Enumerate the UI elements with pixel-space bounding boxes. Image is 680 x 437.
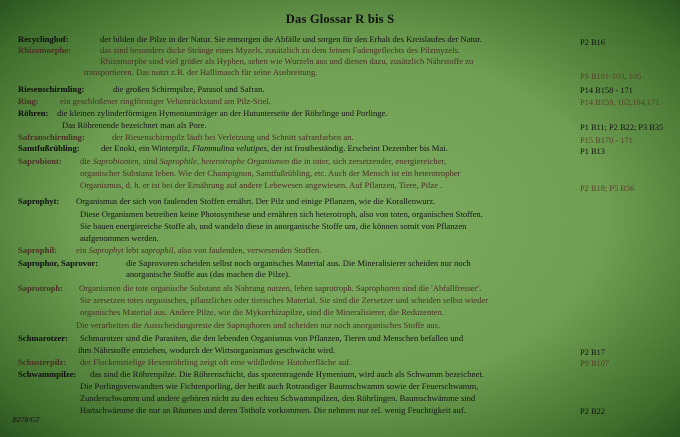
definition-line: ein Saprophyt lebt saprophil, also von faulenden, verwesenden Stoffen. [76,245,322,255]
glossary-row [18,143,448,154]
term: Saprotroph: [18,283,64,293]
term: Safranschirmling: [18,132,85,142]
definition-line: das sind die Röhrenpilze. Die Röhrenschicht, das sporentragende Hymenium, wird auch als Schwamm bezeichnet. [90,369,485,379]
term: Röhren: [18,108,49,118]
definition-line: die Saprobionten, sind Saprophile, heterotrophe Organismen die in toter, sich zersetzender, energiereicher, [80,156,447,166]
term: Recyclinghof: [18,34,69,44]
term: Riesenschirmling: [18,84,85,94]
definition-line: Organismus der sich von faulenden Stoffen ernährt. Der Pilz und einige Pflanzen, wie die Korallenwurz. [76,196,436,206]
term: Saprobiont: [18,156,62,166]
glossary-row [18,84,265,95]
definition-line: Sie zersetzen totes organisches, pflanzliches oder tierisches Material. Sie sind die Zersetzer und scheiden selbst wieder [80,295,489,305]
definition-line: Die verarbeiten die Ausscheidungsreste der Saprophoren und scheiden nur noch anorganisches Stoffe aus. [76,320,441,330]
definition-line: der Flockenstielige Hexenröhrling zeigt oft eine wildledene Hutoberfläche auf. [80,357,352,367]
term: Saprophil: [18,245,58,255]
glossary-row [18,96,271,107]
glossary-row [18,156,447,167]
definition-line: organisches Material aus. Andere Pilze, wie die Mykorrhizapilze, sind die Mineralisierer, die Reduzenten. [80,307,444,317]
glossary-row [18,108,388,119]
definition-line: die großen Schirmpilze, Parasol und Safran. [113,84,265,94]
definition-line: ihm Nährstoffe entziehen, wodurch der Wirtsorganismus geschwächt wird. [78,345,336,355]
reference: P9 B101-103, 105 [580,72,642,81]
definition-line: der Riesenschirmpilz läuft bei Verletzung und Schnitt safranfarben an. [112,132,354,142]
definition-line: ein geschloßener ringförmiger Velumrückstand am Pilz-Stiel. [60,96,271,106]
glossary-row [18,45,461,56]
definition-line: die kleinen zylinderförmigen Hymeniumträger an der Hutunterseite der Röhrlinge und Porlinge. [57,108,388,118]
reference: P14 B159, 162,164,171 [580,98,660,107]
glossary-row [18,34,482,45]
definition-line: der Enoki, ein Winterpilz, Flammulina velutipes, der ist frostbeständig. Erscheint Dezember bis Mai. [101,143,448,153]
term: Rhizomorphe: [18,45,71,55]
reference: P2 B22 [580,407,605,416]
term: Schwammpilze: [18,369,77,379]
glossary-row [18,333,464,344]
reference: P2 B17 [580,348,605,357]
glossary-row [18,132,354,143]
term: Saprophor, Saprovor: [18,258,99,268]
definition-line: organischer Substanz leben. Wie der Champignon, Samtfußrübling, etc. Auch der Mensch ist ein heterotropher [80,168,461,178]
glossary-row [18,369,485,380]
definition-line: Rhizomorphe sind viel größer als Hyphen, sehen wie Wurzeln aus und dienen dazu, zusätzlich Nährstoffe zu [100,56,474,66]
definition-line: Organismen die tote organische Substanz als Nahrung nutzen, leben saprotroph. Saprophoren sind die 'Abfallfresser'. [79,283,482,293]
reference: P15 B170 - 171 [580,136,633,145]
definition-line: anorganische Stoffe aus (das machen die Pilze). [126,269,291,279]
reference: P2 B16 [580,38,605,47]
definition-line: Organismus, d. h. er ist bei der Ernährung auf andere Lebewesen angewiesen. Auf Pflanzen, Tiere, Pilze . [80,180,443,190]
definition-line: Das Röhrenende bezeichnet man als Pore. [62,120,207,130]
definition-line: aufgenommen werden. [80,233,159,243]
definition-line: transportieren. Das nutzt z.B. der Hallimasch für seine Ausbreitung. [84,67,318,77]
definition-line: Sie bauen energiereiche Stoffe ab, und wandeln diese in anorganische Stoffe um, die können somit von Pflanzen [80,221,467,231]
definition-line: Die Porlingsverwandten wie Fichtenporling, der heißt auch Rotrandiger Baumschwamm sowie der Feuerschwamm, [80,381,479,391]
term: Schusterpilz: [18,357,67,367]
definition-line: der bilden die Pilze in der Natur. Sie entsorgen die Abfälle und sorgen für den Erhalt des Kreislaufes der Natur. [100,34,482,44]
definition-line: Schmarotzer sind die Parasiten, die den lebenden Organismus von Pflanzen, Tieren und Menschen befallen und [80,333,464,343]
term: Schmarotzer: [18,333,68,343]
glossary-row [18,245,322,256]
term: Saprophyt: [18,196,60,206]
reference: P2 B18; P5 B56 [580,184,635,193]
glossary-row [18,357,352,368]
reference: P1 B11; P2 B22; P3 B35 [580,123,664,132]
glossary-row [18,258,471,269]
reference: P9 B107 [580,359,610,368]
reference: P1 B13 [580,147,605,156]
definition-line: die Saprovoren scheiden selbst noch organisches Material aus. Die Mineralisierer scheiden nur noch [126,258,471,268]
term: Ring: [18,96,39,106]
definition-line: Hartschwämme die nur an Bäumen und deren Totholz vorkommen. Die nehmen nur rel. wenig Feuchtigkeit auf. [80,405,466,415]
definition-line: Zunderschwamm und andere gehören nicht zu den echten Schwammpilzen, den Röhrlingen. Baumschwämme sind [80,393,476,403]
glossary-row [18,283,482,294]
definition-line: Diese Organismen betreiben keine Photosynthese und ernähren sich heterotroph, also von toten, organischen Stoffen. [80,209,483,219]
glossary-row [18,196,436,207]
reference: P14 B158 - 171 [580,86,633,95]
term: Samtfußrübling: [18,143,80,153]
page-title: Das Glossar R bis S [285,12,395,26]
definition-line: das sind besonders dicke Stränge eines Myzels, zusätzlich zu dem feinen Fadengeflechts des Pilzmyzels. [100,45,461,55]
page-code: B278/G7 [12,415,40,424]
